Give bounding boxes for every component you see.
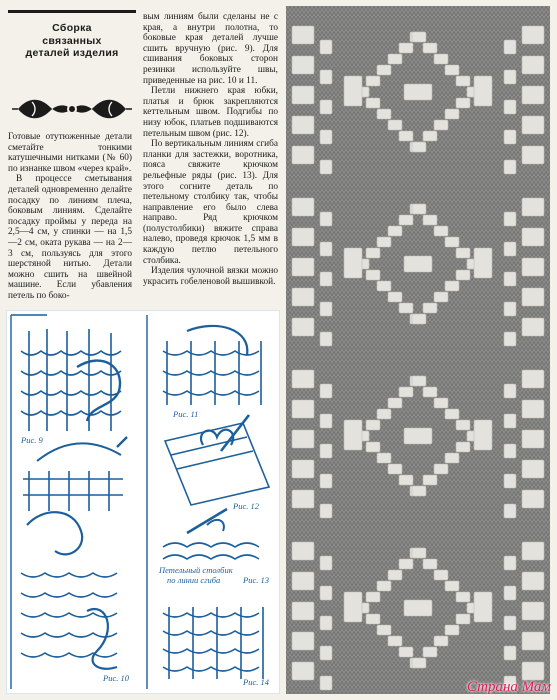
paragraph: По вертикальным линиям сгиба планки для застежки, воротника, пояса свяжите крючком рельефные ряды (рис. 13). Для этого согните деталь по петельному столбику так, чтобы направление его было слева направо. Ряд крючком (полустолбики) вяжите справа налево, проведя крючок 1,5 мм в каждую петлю петельного столбика. (143, 139, 278, 266)
middle-text-column (143, 12, 278, 287)
heading-line-1: Сборка (52, 22, 92, 34)
figure-9-stitch-drawing (21, 329, 121, 431)
figure-14-label: Рис. 14 (243, 677, 269, 687)
figure-10-stitch-drawing (21, 512, 117, 669)
left-text-column (8, 132, 132, 302)
paragraph: Петли нижнего края юбки, платья и брюк закрепляются кеттельным швом. Подгибы по низу юбок, платьев подшиваются петельным швом (рис. 12). (143, 86, 278, 139)
stitch-illustrations (6, 310, 280, 694)
ornament-vignette (10, 93, 134, 125)
watermark-logo: Страна Мам (466, 679, 551, 695)
heading-line-3: деталей изделия (25, 47, 119, 59)
figure-13-caption-line-2: по линии сгиба (167, 575, 221, 585)
figure-10-label: Рис. 10 (103, 673, 129, 683)
article-heading (8, 22, 136, 60)
figure-12-stitch-drawing (165, 415, 269, 505)
figure-9-label: Рис. 9 (21, 435, 43, 445)
paragraph: Изделия чулочной вязки можно украсить гобеленовой вышивкой. (143, 266, 278, 287)
figure-9b-seam-drawing (23, 437, 127, 511)
figure-13-caption-line-1: Петельный столбик (159, 565, 233, 575)
top-rule (8, 10, 136, 13)
paragraph: вым линиям были сделаны не с края, а внутри полотна, то боковые края деталей лучше сшить вручную (рис. 9). Для сшивания боковых сторон резинки используйте швы, приведенные на рис. 10 и 11. (143, 12, 278, 86)
figure-13-label: Рис. 13 (243, 575, 269, 585)
figure-13-stitch-drawing (163, 509, 259, 559)
figure-11-stitch-drawing (163, 326, 261, 405)
heading-line-2: связанных (42, 34, 102, 47)
paragraph: В процессе сметывания деталей одновременно делайте посадку по линиям плеча, боковым линиям. Сделайте посадку проймы у переда на 2,5—4 см, у спинки — на 1,5—2 см, оката рукава — на 2—3 см, пользуясь для этого шерстяной нитью. Детали можно сшить на швейной машине. Если убавления петель по боко- (8, 174, 132, 301)
figure-11-label: Рис. 11 (173, 409, 199, 419)
figure-14-stitch-drawing (163, 607, 263, 679)
figure-12-label: Рис. 12 (233, 501, 259, 511)
tapestry-embroidery-photo (286, 6, 550, 694)
paragraph: Готовые отутюженные детали сметайте тонкими катушечными нитками (№ 60) по изнанке швом «через край». (8, 132, 132, 174)
